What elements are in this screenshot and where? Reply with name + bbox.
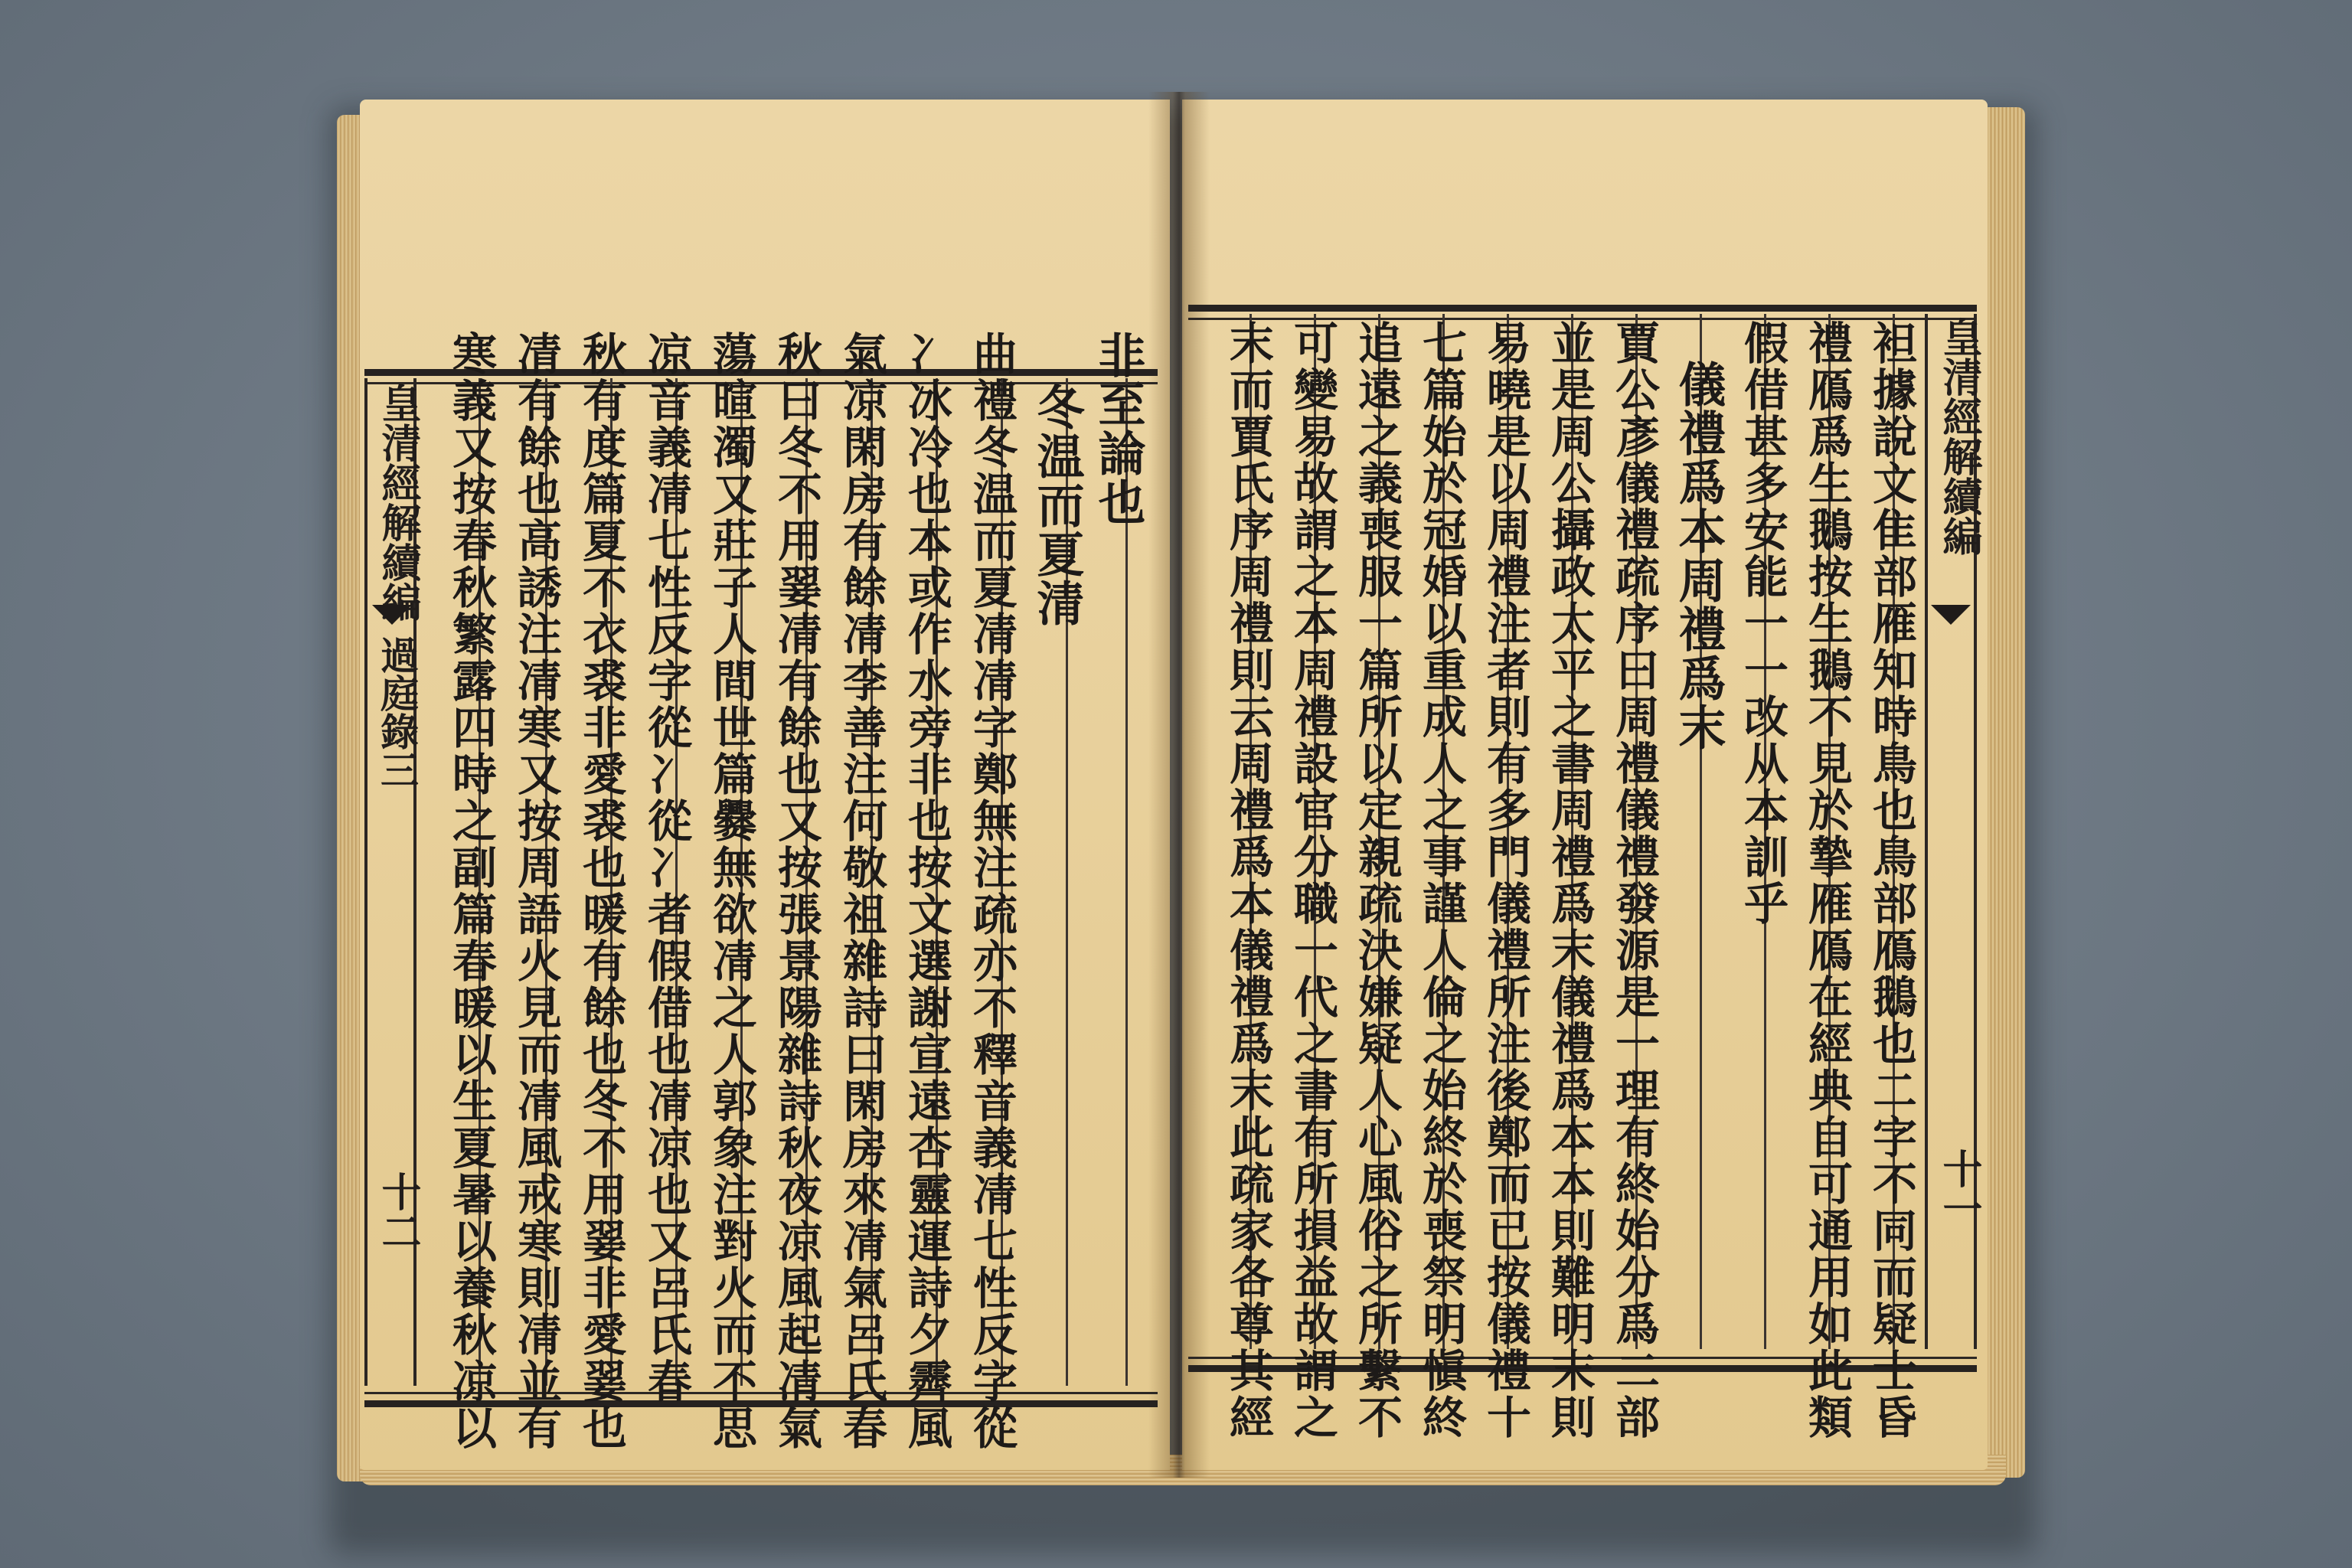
fishtail-mark-icon [1931, 605, 1971, 625]
left-band-folio: 十二 [374, 1171, 421, 1251]
right-text-column-1: 袒據說文隹部雁知時鳥也鳥部鴈鵝也二字不同而疑士昏 [1865, 320, 1917, 1441]
left-text-column-3: 曲禮冬温而夏凊凊字鄭無注疏亦不釋音義凊七性反字從 [965, 331, 1018, 1452]
left-text-column-8: 凉音義凊七性反字從冫從冫者假借也凊凉也又呂氏春 [640, 331, 692, 1405]
right-text-column-8: 七篇始於冠婚以重成人之事謹人倫之始終於喪祭明愼終 [1415, 320, 1467, 1441]
right-text-column-6: 並是周公攝政太平之書周禮爲末儀禮爲本本則難明末則 [1544, 320, 1596, 1441]
left-text-column-11: 寒義又按春秋繁露四時之副篇春暖以生夏暑以養秋凉以 [445, 331, 497, 1452]
right-text-column-10: 可變易故謂之本周禮設官分職一代之書有所損益故謂之 [1286, 320, 1338, 1441]
right-text-column-3: 假借甚多安能一一改从本訓乎 [1736, 320, 1788, 927]
left-band-title: 皇清經解續編 [374, 383, 421, 622]
right-text-column-9: 追遠之義喪服一篇所以定親疏決嫌疑人心風俗之所繫不 [1351, 320, 1403, 1441]
left-text-column-6: 秋曰冬不用翣凊有餘也又按張景陽雜詩秋夜凉風起凊氣 [770, 331, 822, 1452]
left-text-column-4: 冫冰冷也本或作水旁非也按文選謝宣遠杏靈運詩夕霽風 [900, 331, 952, 1452]
left-text-column-5: 氣凉閑房有餘凊李善注何敬祖雜詩曰閑房來凊氣呂氏春 [835, 331, 887, 1452]
right-text-column-4: 儀禮爲本周禮爲末 [1671, 360, 1726, 752]
left-text-column-10: 凊有餘也高誘注凊寒又按周語火見而凊風戒寒則凊並有 [510, 331, 562, 1452]
left-text-column-7: 蕩暄濁又莊子人間世篇爨無欲凊之人郭象注對火而不思 [705, 331, 757, 1452]
right-text-column-7: 易曉是以周禮注者則有多門儀禮所注後鄭而已按儀禮十 [1479, 320, 1531, 1441]
left-text-column-2: 冬温而夏清 [1029, 383, 1085, 628]
right-band-folio: 十一 [1936, 1148, 1982, 1228]
left-band-chapter: 過庭錄三 [374, 635, 420, 789]
band-rule [364, 378, 368, 1386]
band-rule [1925, 314, 1928, 1349]
column-rule [1125, 378, 1128, 1386]
right-text-column-11: 末而賈氏序周禮則云周禮爲本儀禮爲末此疏家各尊其經 [1222, 320, 1274, 1441]
left-text-column-9: 秋有度篇夏不衣裘非愛裘也暖有餘也冬不用翣非愛翣也 [575, 331, 627, 1452]
left-text-column-1: 非至論也 [1090, 331, 1146, 527]
fishtail-mark-icon [372, 605, 412, 625]
right-band-title: 皇清經解續編 [1936, 317, 1982, 556]
right-text-column-2: 禮鴈爲生鵝按生鵝不見於摯雁鴈在經典自可通用如此類 [1801, 320, 1853, 1441]
right-text-column-5: 賈公彥儀禮疏序曰周禮儀禮發源是一理有終始分爲二部 [1608, 320, 1660, 1441]
